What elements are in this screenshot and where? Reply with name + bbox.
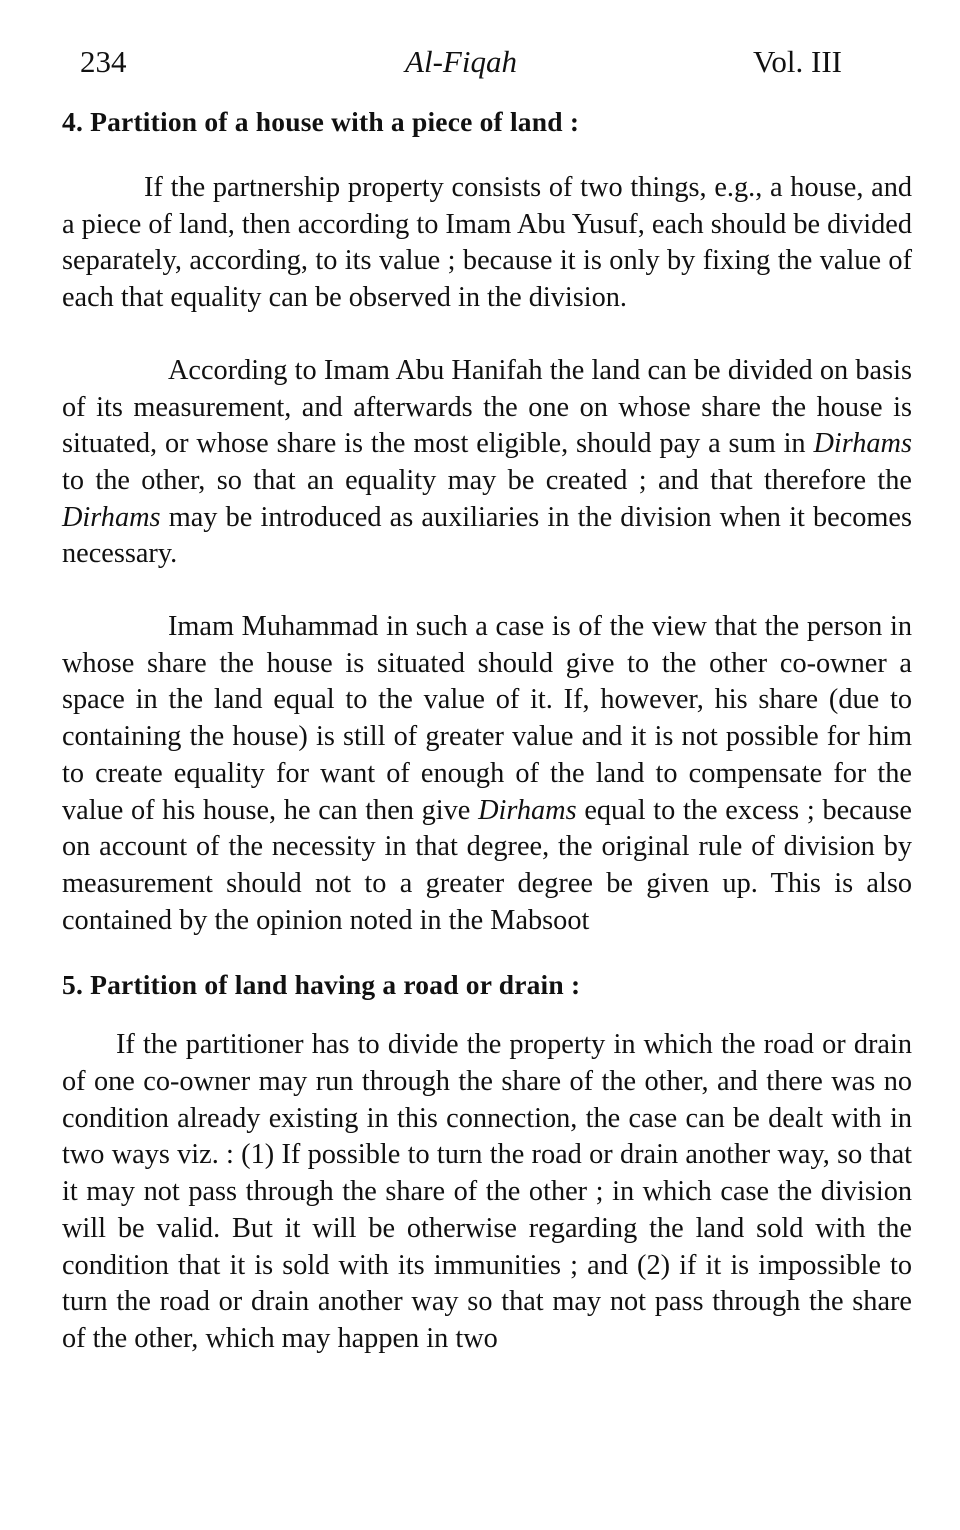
page-header	[80, 44, 842, 84]
book-title: Al-Fiqah	[405, 44, 517, 79]
text-run: Imam Muhammad in such a case is of the view that the person in whose share the house is situated should give to the other co-owner a space in the land equal to the value of it. If, however, his share (due to containing the house) is still of greater value and it is not possible for him to create equality for want of enough of the land to compensate for the value of his house, he can then give	[62, 611, 912, 826]
volume-label: Vol. III	[753, 44, 842, 79]
dirhams-term: Dirhams	[62, 501, 161, 533]
section-5-paragraph-1: If the partitioner has to divide the property in which the road or drain of one co-owner may run through the share of the other, and there was no condition already existing in this connection, the case can be dealt with in two ways viz. : (1) If possible to turn the road or drain another way, so that it may not pass through the share of the other ; in which case the division will be valid. But it will be otherwise regarding the land sold with the condition that it is sold with its immunities ; and (2) if it is impossible to turn the road or drain another way so that may not pass through the share of the other, which may happen in two	[62, 1029, 912, 1354]
section-4-paragraph-2	[62, 353, 912, 573]
text-run: may be introduced as auxiliaries in the division when it becomes necessary.	[62, 501, 912, 570]
section-4-heading: 4. Partition of a house with a piece of land :	[62, 106, 580, 137]
text-run: to the other, so that an equality may be created ; and that therefore the	[62, 464, 912, 496]
dirhams-term: Dirhams	[478, 794, 577, 826]
page-body	[62, 104, 912, 1358]
section-4-paragraph-1: If the partnership property consists of two things, e.g., a house, and a piece of land, then according to Imam Abu Yusuf, each should be divided separately, according, to its value ; because it is only by fixing the value of each that equality can be observed in the division.	[62, 172, 912, 314]
page-number: 234	[80, 44, 127, 79]
text-run: According to Imam Abu Hanifah the land can be divided on basis of its measurement, and afterwards the one on whose share the house is situated, or whose share is the most eligible, should pay a sum in	[62, 354, 912, 460]
section-4-paragraph-3	[62, 609, 912, 939]
section-5-heading: 5. Partition of land having a road or drain :	[62, 969, 581, 1001]
text-run: equal to the excess ; because on account of the necessity in that degree, the original rule of division by measurement should not to a greater degree be given up. This is also contained by the opinion noted in the Mabsoot	[62, 794, 912, 936]
dirhams-term: Dirhams	[813, 428, 912, 460]
